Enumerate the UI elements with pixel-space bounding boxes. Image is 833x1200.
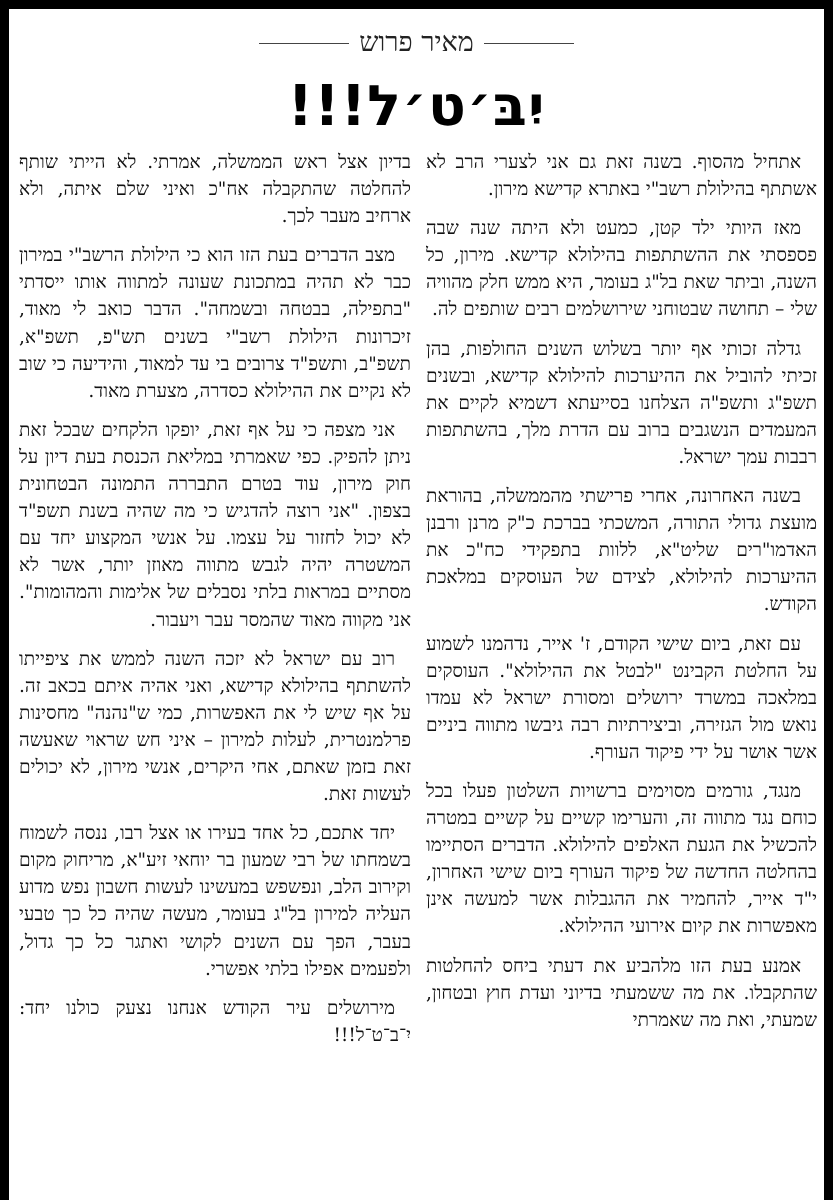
paragraph: מצב הדברים בעת הזו הוא כי הילולת הרשב"י במירון כבר לא תהיה במתכונת שעונה למתווה אותו ייסדתי "בתפילה, בבטחה ובשמחה". הדבר כואב לי מאוד, זיכרונות הילולת רשב"י בשנים תש"פ, תשפ"א, תשפ"ב, ותשפ"ד צרובים בי עד למאוד, והידיעה כי שוב לא נקיים את ההילולא כסדרה, מצערת מאוד. — [19, 245, 411, 402]
paragraph: בדיון אצל ראש הממשלה, אמרתי. לא הייתי שותף להחלטה שהתקבלה אח"כ ואיני שלם איתה, ולא ארחיב מעבר לכך. — [19, 152, 411, 228]
headline: יִבּ׳ט׳ל!!! — [287, 74, 546, 139]
paragraph: עם זאת, ביום שישי הקודם, ז' אייר, נדהמנו לשמוע על החלטת הקבינט "לבטל את ההילולא". העוסקים במלאכה במשרד ירושלים ומסורת ישראל לא עמדו נואש מול הגזירה, וביצירתיות רבה גיבשו מתווה ביניים אשר אושר על ידי פיקוד העורף. — [426, 633, 817, 763]
paragraph: בשנה האחרונה, אחרי פרישתי מהממשלה, בהוראת מועצת גדולי התורה, המשכתי בברכת כ"ק מרנן ורבנן האדמו"רים שליט"א, ללוות בתפקידי כח"כ את ההיערכות להילולא, לצידם של העוסקים במלאכת הקודש. — [426, 486, 817, 616]
paragraph: גדלה זכותי אף יותר בשלוש השנים החולפות, בהן זכיתי להוביל את ההיערכות להילולא קדישא, ובשנים תשפ"ג ותשפ"ה הצלחנו בסייעתא דשמיא לקיים את המעמדים הנשגבים ברוב עם הדרת מלך, בהשתתפות רבבות עמך ישראל. — [426, 338, 817, 468]
paragraph: אמנע בעת הזו מלהביע את דעתי ביחס להחלטות שהתקבלו. את מה ששמעתי בדיוני ועדת חוץ ובטחון, שמעתי, ואת מה שאמרתי — [426, 955, 817, 1031]
paragraph: יחד אתכם, כל אחד בעירו או אצל רבו, ננסה לשמוח בשמחתו של רבי שמעון בר יוחאי זיע"א, מריחוק מקום וקירוב הלב, ונפשפש במעשינו לעשות חשבון נפש מדוע העליה למירון בל"ג בעומר, מעשה שהיה כל כך טבעי בעבר, הפך עם השנים לקושי ואתגר כל כך גדול, ולפעמים אפילו בלתי אפשרי. — [19, 823, 411, 980]
article-column-left — [19, 149, 411, 1200]
paragraph: אני מצפה כי על אף זאת, יופקו הלקחים שבכל זאת ניתן להפיק. כפי שאמרתי במליאת הכנסת בעת דיון על חוק מירון, עוד בטרם התבררה התמונה הבטחונית בצפון. "אני רוצה להדגיש כי מה שהיה בשנת תשפ"ד לא יכול לחזור על עצמו. על אנשי המקצוע יחד עם המשטרה יהיה לגבש מתווה מאוזן יותר, אשר לא מסתיים במראות בלתי נסבלים של אלימות והמהומות". אני מקווה מאוד שהמסר עבר ויעבור. — [19, 419, 411, 631]
paragraph: מנגד, גורמים מסוימים ברשויות השלטון פעלו בכל כוחם נגד מתווה זה, והערימו קשיים על קשיים במטרה להכשיל את הגעת האלפים להילולא. הדברים הסתיימו בהחלטה החדשה של פיקוד העורף ביום שישי האחרון, י"ד אייר, להחמיר את ההגבלות אשר למעשה אינן מאפשרות את קיום אירועי ההילולא. — [426, 780, 817, 938]
article-column-right — [426, 149, 817, 1200]
paragraph: רוב עם ישראל לא יזכה השנה לממש את ציפייתו להשתתף בהילולא קדישא, ואני אהיה איתם בכאב זה. על אף שיש לי את האפשרות, כמי ש"נהנה" מחסינות פרלמנטרית, לעלות למירון – איני חש שראוי שאעשה זאת בזמן שאתם, אחי היקרים, אנשי מירון, לא יכולים לעשות זאת. — [19, 648, 411, 806]
newspaper-page — [9, 9, 824, 1200]
paragraph: אתחיל מהסוף. בשנה זאת גם אני לצערי הרב לא אשתתף בהילולת רשב"י באתרא קדישא מירון. — [426, 152, 817, 201]
paragraph: מאז היותי ילד קטן, כמעט ולא היתה שנה שבה פספסתי את ההשתתפות בהילולא קדישא. מירון, כל השנה, וביתר שאת בל"ג בעומר, היא ממש חלק מהוויה שלי – תחושה שבטוחני שירושלמים רבים שותפים לה. — [426, 218, 817, 321]
author-name: מאיר פרוש — [359, 27, 474, 58]
paragraph: מירושלים עיר הקודש אנחנו נצעק כולנו יחד: יִ־ב־ט־ל!!! — [19, 997, 411, 1046]
